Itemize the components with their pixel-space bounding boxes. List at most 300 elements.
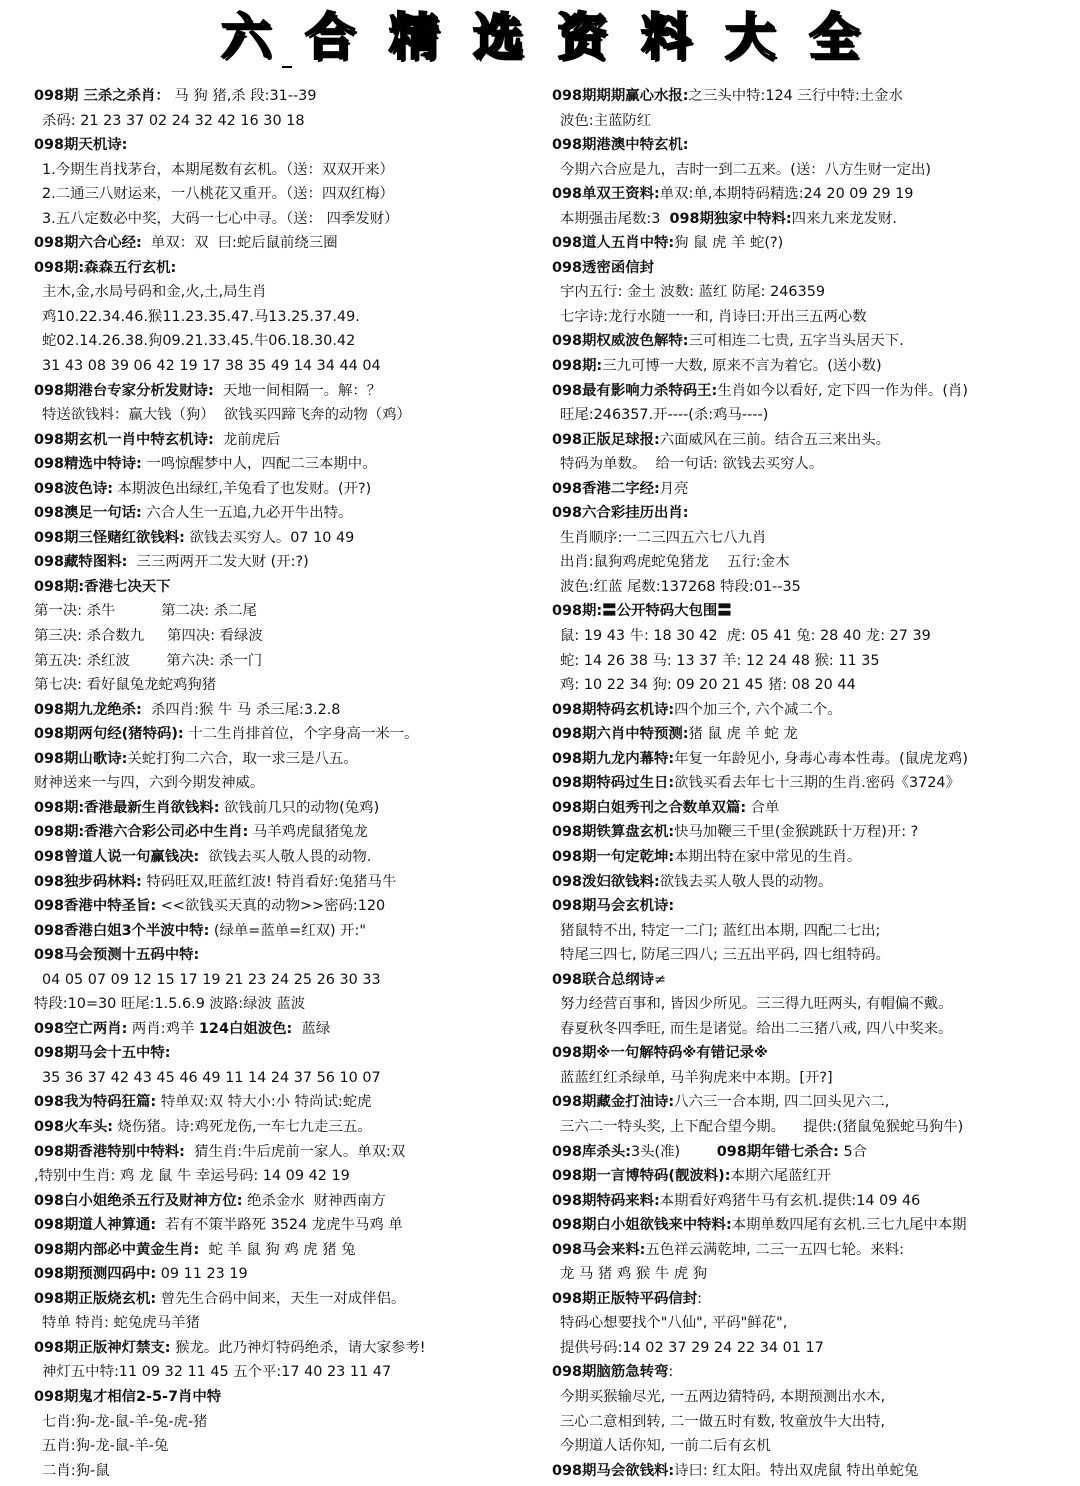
line-text: 今期六合应是九，吉时一到二五来。(送：八方生财一定出)	[560, 161, 931, 178]
text-line	[552, 1017, 1072, 1042]
text-line	[34, 820, 554, 845]
text-line	[552, 182, 1072, 207]
text-line	[552, 403, 1072, 428]
line-text: 2.二通三八财运来，一八桃花又重开。（送：四双红梅）	[42, 186, 394, 203]
text-line	[34, 1410, 554, 1435]
line-heading: 098期三怪赌红欲钱料:	[34, 529, 185, 546]
line-text: 龙 马 猪 鸡 猴 牛 虎 狗	[560, 1266, 708, 1283]
line-text: 欲钱去买穷人。07 10 49	[184, 529, 355, 546]
text-line	[552, 1115, 1072, 1140]
line-text: 努力经营百事和, 皆因少所见。三三得九旺两头, 有帽偏不戴。	[560, 996, 953, 1013]
line-heading: 098我为特码狂篇:	[34, 1094, 157, 1111]
text-line	[34, 501, 554, 526]
line-text: 五色祥云满乾坤, 二三一五四七轮。来料:	[645, 1241, 904, 1258]
line-heading: 098白小姐绝杀五行及财神方位:	[34, 1192, 243, 1209]
line-heading: 098期九龙内幕特:	[552, 750, 675, 767]
line-heading: 098空亡两肖:	[34, 1020, 128, 1037]
line-text: 绝杀金水 财神西南方	[242, 1192, 386, 1209]
title-char: 料	[641, 7, 691, 66]
line-heading: 098正版足球报:	[552, 431, 660, 448]
line-heading: 098期马会欲钱料:	[552, 1462, 675, 1479]
line-text: 旺尾:246357.开----(杀:鸡马----)	[560, 407, 769, 424]
text-line	[552, 1311, 1072, 1336]
text-line	[34, 133, 554, 158]
line-text: 出肖:鼠狗鸡虎蛇兔猪龙 五行:金木	[560, 554, 790, 571]
text-line	[34, 992, 554, 1017]
line-text: 特段:10=30 旺尾:1.5.6.9 波路:绿波 蓝波	[34, 996, 306, 1013]
line-heading: 098期独家中特料:	[669, 210, 792, 227]
text-line	[34, 968, 554, 993]
text-line	[34, 1041, 554, 1066]
line-text: :	[697, 1290, 703, 1307]
line-heading: 098期特码来料:	[552, 1192, 660, 1209]
text-line	[34, 550, 554, 575]
line-text: 两肖:鸡羊	[127, 1020, 199, 1037]
line-text: <<欲钱买天真的动物>>密码:120	[156, 898, 386, 915]
line-text: 欲钱前几只的动物(兔鸡)	[219, 799, 380, 816]
text-line	[552, 207, 1072, 232]
text-line	[34, 526, 554, 551]
text-line	[34, 1262, 554, 1287]
text-line	[34, 1238, 554, 1263]
line-heading: 098期鬼才相信2-5-7肖中特	[34, 1388, 222, 1405]
line-heading: 098期期期赢心水报:	[552, 88, 689, 104]
line-text: 杀四肖:猴 牛 马 杀三尾:3.2.8	[141, 701, 341, 718]
text-line	[552, 1459, 1072, 1484]
text-line	[34, 845, 554, 870]
line-text: 单双：双 曰:蛇后鼠前绕三圈	[141, 235, 338, 252]
line-heading: 098期白小姐欲钱来中特料:	[552, 1217, 732, 1234]
line-heading: 098藏特图料:	[34, 554, 128, 571]
text-line	[552, 1189, 1072, 1214]
text-line	[34, 1090, 554, 1115]
text-line	[34, 158, 554, 183]
text-line	[552, 1410, 1072, 1435]
line-text: 主木,金,水局号码和金,火,土,局生肖	[42, 284, 267, 301]
line-text: 龙前虎后	[213, 431, 281, 448]
line-text: 35 36 37 42 43 45 46 49 11 14 24 37 56 10 07	[42, 1069, 381, 1086]
text-line	[34, 280, 554, 305]
left-column	[34, 84, 554, 1483]
title-char: 六	[221, 7, 271, 66]
line-text: 春夏秋冬四季旺, 而生是诸觉。给出二三猪八戒, 四八中奖来。	[560, 1020, 953, 1037]
line-heading: 098期一句定乾坤:	[552, 848, 675, 865]
title-char: 合	[305, 7, 355, 66]
line-heading: 098独步码林料:	[34, 873, 142, 890]
text-line	[552, 796, 1072, 821]
line-text: 蛇 羊 鼠 狗 鸡 虎 猪 兔	[199, 1241, 356, 1258]
line-text: 特单 特肖: 蛇兔虎马羊猪	[42, 1315, 200, 1332]
line-text: 特单双:双 特大小:小 特尚试:蛇虎	[156, 1094, 372, 1111]
text-line	[552, 992, 1072, 1017]
text-line	[34, 379, 554, 404]
line-heading: 098期港台专家分析发财诗:	[34, 382, 214, 399]
line-text: 本期看好鸡猪牛马有玄机.提供:14 09 46	[659, 1192, 921, 1209]
line-text: 特码心想要找个"八仙", 平码"鲜花",	[560, 1315, 788, 1332]
text-line	[552, 477, 1072, 502]
text-line	[34, 256, 554, 281]
text-line	[34, 599, 554, 624]
line-heading: 098期白姐秀刊之合数单双篇:	[552, 799, 747, 816]
text-line	[34, 1164, 554, 1189]
line-heading: 098期年错七杀合:	[716, 1143, 839, 1160]
text-line	[552, 452, 1072, 477]
line-text: 马 狗 猪,杀 段:31--39	[169, 88, 317, 104]
text-line	[552, 379, 1072, 404]
text-line	[552, 599, 1072, 624]
text-line	[552, 673, 1072, 698]
text-line	[552, 501, 1072, 526]
line-text: 快马加鞭三千里(金猴跳跃十万程)开: ?	[674, 824, 919, 841]
text-line	[34, 452, 554, 477]
line-text: 本期出特在家中常见的生肖。	[674, 848, 862, 865]
line-heading: 098精选中特诗:	[34, 456, 142, 473]
text-line	[34, 722, 554, 747]
text-line	[552, 329, 1072, 354]
line-text: 第三决: 杀合数九 第四决: 看绿波	[34, 628, 263, 645]
line-text: 三六二一特头奖, 上下配合望今期。 提供:(猪鼠兔猴蛇马狗牛)	[560, 1118, 964, 1135]
text-line	[552, 133, 1072, 158]
line-text: 一鸣惊醒梦中人，四配二三本期中。	[141, 456, 377, 473]
line-text: 特码旺双,旺蓝红波! 特肖看好:兔猪马牛	[141, 873, 397, 890]
line-text: 31 43 08 39 06 42 19 17 38 35 49 14 34 44 04	[42, 358, 381, 375]
text-line	[552, 1287, 1072, 1312]
title-char: 资	[557, 7, 607, 66]
line-heading: 098最有影响力杀特码王:	[552, 382, 718, 399]
text-line	[34, 84, 554, 109]
line-text: 年复一年龄见小, 身毒心毒本性毒。(鼠虎龙鸡)	[674, 750, 968, 767]
text-line	[552, 305, 1072, 330]
text-line	[552, 280, 1072, 305]
text-line	[552, 550, 1072, 575]
text-line	[552, 820, 1072, 845]
line-heading: 098期九龙绝杀:	[34, 701, 142, 718]
text-line	[552, 1262, 1072, 1287]
line-heading: 098期:香港七决天下	[34, 578, 171, 595]
text-line	[552, 231, 1072, 256]
text-line	[34, 109, 554, 134]
line-heading: 098期特码玄机诗:	[552, 701, 675, 718]
line-heading: 098曾道人说一句赢钱决:	[34, 848, 200, 865]
line-heading: 098透密函信封	[552, 259, 654, 276]
line-heading: 098道人五肖中特:	[552, 235, 675, 252]
line-text: 鼠: 19 43 牛: 18 30 42 虎: 05 41 兔: 28 40 龙: 27 39	[560, 628, 931, 645]
line-heading: 098期正版神灯禁支:	[34, 1339, 171, 1356]
line-text: 烧伤猪。诗:鸡死龙伤,一车七九走三五。	[112, 1118, 372, 1135]
line-text: 杀码: 21 23 37 02 24 32 42 16 30 18	[42, 112, 305, 129]
line-heading: 098期香港特别中特料:	[34, 1143, 185, 1160]
line-text: 月亮	[659, 480, 689, 497]
text-line	[552, 526, 1072, 551]
text-line	[34, 1336, 554, 1361]
line-heading: 098香港二字经:	[552, 480, 660, 497]
line-text: 马羊鸡虎鼠猪兔龙	[248, 824, 368, 841]
line-text: 五肖:狗-龙-鼠-羊-兔	[42, 1438, 169, 1455]
line-text: 生肖顺序:一二三四五六七八九肖	[560, 529, 767, 546]
text-line	[34, 354, 554, 379]
line-heading: 098期特码过生日:	[552, 775, 675, 792]
text-line	[552, 1385, 1072, 1410]
line-heading: 098火车头:	[34, 1118, 113, 1135]
text-line	[552, 84, 1072, 109]
line-heading: 098期马会玄机诗:	[552, 898, 675, 915]
text-line	[552, 698, 1072, 723]
text-line	[34, 870, 554, 895]
line-text: 特送欲钱料：赢大钱（狗） 欲钱买四蹄飞奔的动物（鸡）	[42, 407, 411, 424]
line-heading: 098期港澳中特玄机:	[552, 137, 689, 154]
line-text: (绿单=蓝单=红双) 开:"	[209, 922, 367, 939]
line-text: 欲钱去买人敬人畏的动物.	[199, 848, 372, 865]
text-line	[552, 256, 1072, 281]
text-line	[552, 1360, 1072, 1385]
line-heading: 098期脑筋急转弯	[552, 1364, 669, 1381]
line-text: 3.五八定数必中奖，大码一七心中寻。（送： 四季发财）	[42, 210, 399, 227]
text-line	[34, 477, 554, 502]
line-text: 第七决: 看好鼠兔龙蛇鸡狗猪	[34, 677, 217, 694]
line-text: 猪鼠特不出, 特定一二门; 蓝红出本期, 四配二七出;	[560, 922, 881, 939]
page-title-text	[221, 4, 859, 70]
text-line	[34, 943, 554, 968]
line-text: 单双:单,本期特码精选:24 20 09 29 19	[659, 186, 914, 203]
text-line	[34, 1017, 554, 1042]
line-text: 蓝蓝红红杀绿单, 马羊狗虎来中本期。[开?]	[560, 1069, 833, 1086]
title-char: 选	[473, 7, 523, 66]
title-char: 大	[725, 7, 775, 66]
title-char: 全	[809, 7, 859, 66]
text-line	[34, 1311, 554, 1336]
line-heading: 098六合彩挂历出肖:	[552, 505, 689, 522]
line-text: ≠	[654, 971, 667, 988]
line-heading: 098期预测四码中:	[34, 1266, 157, 1283]
line-text: 5合	[838, 1143, 867, 1160]
text-line	[34, 403, 554, 428]
line-text: 三九可博一大数, 原来不言为着它。(送小数)	[602, 358, 882, 375]
line-text: 六合人生一五追,九必开牛出特。	[141, 505, 353, 522]
line-text: 宇内五行: 金土 波数: 蓝红 防尾: 246359	[560, 284, 826, 301]
text-line	[34, 1140, 554, 1165]
line-heading: 098马会预测十五码中特:	[34, 947, 200, 964]
line-text: 猪 鼠 虎 羊 蛇 龙	[688, 726, 798, 743]
line-text: 特尾三四七, 防尾三四八; 三五出平码, 四七组特码。	[560, 947, 890, 964]
line-text: 波色:主蓝防红	[560, 112, 652, 129]
text-line	[552, 968, 1072, 993]
text-line	[552, 1336, 1072, 1361]
text-line	[552, 1140, 1072, 1165]
text-line	[552, 870, 1072, 895]
text-line	[34, 894, 554, 919]
text-line	[34, 1434, 554, 1459]
line-text: 3头(准)	[630, 1143, 717, 1160]
line-heading: 098期玄机一肖中特玄机诗:	[34, 431, 214, 448]
line-heading: 098期六合心经:	[34, 235, 142, 252]
title-char: 精	[389, 7, 439, 66]
line-heading: 098香港白姐3个半波中特:	[34, 922, 210, 939]
line-text: 1.今期生肖找茅台，本期尾数有玄机。（送：双双开来）	[42, 161, 394, 178]
text-line	[552, 919, 1072, 944]
text-line	[34, 1459, 554, 1484]
line-heading: 098期内部必中黄金生肖:	[34, 1241, 200, 1258]
line-text: 四来九来龙发财.	[791, 210, 897, 227]
line-heading: 098期铁算盘玄机:	[552, 824, 675, 841]
page-title	[0, 4, 1080, 70]
line-text: 第五决: 杀红波 第六决: 杀一门	[34, 652, 263, 669]
text-line	[34, 1115, 554, 1140]
line-text: 关蛇打狗二六合，取一求三是八五。	[127, 750, 358, 767]
text-line	[552, 1434, 1072, 1459]
text-line	[552, 943, 1072, 968]
line-text: 四个加三个, 六个减二个。	[674, 701, 842, 718]
text-line	[552, 747, 1072, 772]
text-line	[552, 109, 1072, 134]
line-heading: 098澳足一句话:	[34, 505, 142, 522]
line-heading: 098期山歌诗:	[34, 750, 128, 767]
line-heading: 098泼妇欲钱料:	[552, 873, 660, 890]
text-line	[34, 305, 554, 330]
text-line	[34, 673, 554, 698]
line-text: 曾先生合码中间来，天生一对成伴侣。	[156, 1290, 406, 1307]
line-heading: 098马会来料:	[552, 1241, 646, 1258]
line-heading: 098期一言博特码(靓波料):	[552, 1168, 731, 1185]
text-line	[34, 1385, 554, 1410]
line-heading: 098联合总纲诗	[552, 971, 654, 988]
line-text: 猜生肖:牛后虎前一家人。单双:双	[184, 1143, 406, 1160]
text-line	[552, 1090, 1072, 1115]
text-line	[552, 575, 1072, 600]
text-line	[552, 1213, 1072, 1238]
line-heading: 098期两句经(猪特码):	[34, 726, 184, 743]
line-text: 本期六尾蓝红开	[730, 1168, 832, 1185]
line-heading: 098期:香港六合彩公司必中生肖:	[34, 824, 249, 841]
line-heading: 098期正版烧玄机:	[34, 1290, 157, 1307]
line-text: 财神送来一与四，六到今期发神威。	[34, 775, 265, 792]
text-line	[552, 649, 1072, 674]
text-line	[34, 1189, 554, 1214]
text-line	[34, 649, 554, 674]
line-text: 合单	[746, 799, 780, 816]
text-line	[552, 1041, 1072, 1066]
line-text: 七字诗:龙行水随一一和, 肖诗曰:开出三五两心数	[560, 308, 867, 325]
line-heading: 098期权威波色解特:	[552, 333, 689, 350]
line-text: 特码为单数。 给一句话: 欲钱去买穷人。	[560, 456, 824, 473]
text-line	[34, 1066, 554, 1091]
line-heading: 098期六肖中特预测:	[552, 726, 689, 743]
line-text: 狗 鼠 虎 羊 蛇(?)	[674, 235, 784, 252]
line-heading: 098期正版特平码信封	[552, 1290, 698, 1307]
text-line	[34, 796, 554, 821]
line-heading: 098期:〓公开特码大包围〓	[552, 603, 732, 620]
line-text: 若有不策半路死 3524 龙虎牛马鸡 单	[156, 1217, 403, 1234]
line-heading: 098期 三杀之杀肖：	[34, 88, 170, 104]
line-text: 提供号码:14 02 37 29 24 22 34 01 17	[560, 1339, 824, 1356]
line-text: 04 05 07 09 12 15 17 19 21 23 24 25 26 30 33	[42, 971, 381, 988]
line-text: 八六三一合本期, 四二回头见六二,	[674, 1094, 890, 1111]
line-text: 十二生肖排首位，个字身高一米一。	[183, 726, 419, 743]
line-heading: 098期天机诗:	[34, 137, 128, 154]
text-line	[34, 624, 554, 649]
line-text: 生肖如今以看好, 定下四一作为伴。(肖)	[717, 382, 968, 399]
line-text: 三三两两开二发大财 (开:?)	[127, 554, 309, 571]
line-text: 七肖:狗-龙-鼠-羊-兔-虎-猪	[42, 1413, 208, 1430]
line-text: ,特别中生肖: 鸡 龙 鼠 牛 幸运号码: 14 09 42 19	[34, 1168, 350, 1185]
line-text: 蛇: 14 26 38 马: 13 37 羊: 12 24 48 猴: 11 35	[560, 652, 880, 669]
text-line	[34, 771, 554, 796]
text-line	[34, 182, 554, 207]
text-line	[34, 1213, 554, 1238]
text-line	[552, 845, 1072, 870]
line-text: 蓝绿	[292, 1020, 331, 1037]
text-line	[34, 919, 554, 944]
line-text: 三心二意相到转, 二一做五时有数, 牧童放牛大出特,	[560, 1413, 886, 1430]
line-heading: 098库杀头:	[552, 1143, 631, 1160]
line-text: 今期买猴输尽光, 一五两边猜特码, 本期预测出水木,	[560, 1388, 886, 1405]
text-line	[34, 1287, 554, 1312]
text-line	[34, 329, 554, 354]
line-text: 之三头中特:124 三行中特:土金水	[688, 88, 903, 104]
text-line	[552, 1238, 1072, 1263]
title-divider	[282, 66, 292, 68]
line-text: 鸡10.22.34.46.猴11.23.35.47.马13.25.37.49.	[42, 308, 360, 325]
text-line	[552, 722, 1072, 747]
line-text: 天地一间相隔一。解：？	[213, 382, 382, 399]
line-text: 欲钱买看去年七十三期的生肖.密码《3724》	[674, 775, 960, 792]
text-line	[34, 231, 554, 256]
line-text: 二肖:狗-鼠	[42, 1462, 110, 1479]
line-text: :	[668, 1364, 674, 1381]
line-heading: 124白姐波色:	[198, 1020, 293, 1037]
text-line	[552, 428, 1072, 453]
line-heading: 098期:	[552, 358, 603, 375]
text-line	[552, 624, 1072, 649]
line-heading: 098期马会十五中特:	[34, 1045, 171, 1062]
line-text: 神灯五中特:11 09 32 11 45 五个平:17 40 23 11 47	[42, 1364, 392, 1381]
text-line	[34, 747, 554, 772]
line-text: 六面威风在三前。结合五三来出头。	[659, 431, 891, 448]
text-line	[34, 207, 554, 232]
text-line	[552, 354, 1072, 379]
line-heading: 098期道人神算通:	[34, 1217, 157, 1234]
line-text: 本期单数四尾有玄机.三七九尾中本期	[731, 1217, 967, 1234]
line-heading: 098期:森森五行玄机:	[34, 259, 177, 276]
line-text: 猴龙。此乃神灯特码绝杀，请大家参考!	[170, 1339, 426, 1356]
line-text: 第一决: 杀牛 第二决: 杀二尾	[34, 603, 257, 620]
text-line	[34, 428, 554, 453]
line-heading: 098单双王资料:	[552, 186, 660, 203]
text-line	[34, 1360, 554, 1385]
line-text: 鸡: 10 22 34 狗: 09 20 21 45 猪: 08 20 44	[560, 677, 856, 694]
line-heading: 098波色诗:	[34, 480, 113, 497]
line-text: 09 11 23 19	[156, 1266, 248, 1283]
text-line	[34, 575, 554, 600]
text-line	[34, 698, 554, 723]
line-text: 诗曰: 红太阳。特出双虎鼠 特出单蛇兔	[674, 1462, 919, 1479]
line-text: 三可相连二七贵, 五字当头居天下.	[688, 333, 904, 350]
line-heading: 098期※一句解特码※有错记录※	[552, 1045, 768, 1062]
text-line	[552, 894, 1072, 919]
text-line	[552, 1066, 1072, 1091]
line-text: 本期波色出绿红,羊兔看了也发财。(开?)	[112, 480, 372, 497]
line-text: 波色:红蓝 尾数:137268 特段:01--35	[560, 578, 801, 595]
line-text: 本期强击尾数:3	[560, 210, 670, 227]
line-heading: 098期藏金打油诗:	[552, 1094, 675, 1111]
right-column	[552, 84, 1072, 1483]
line-heading: 098香港中特圣旨:	[34, 898, 157, 915]
line-text: 今期道人话你知, 一前二后有玄机	[560, 1438, 771, 1455]
text-line	[552, 771, 1072, 796]
text-line	[552, 1164, 1072, 1189]
line-heading: 098期:香港最新生肖欲钱料:	[34, 799, 220, 816]
line-text: 欲钱去买人敬人畏的动物。	[659, 873, 833, 890]
line-text: 蛇02.14.26.38.狗09.21.33.45.牛06.18.30.42	[42, 333, 356, 350]
